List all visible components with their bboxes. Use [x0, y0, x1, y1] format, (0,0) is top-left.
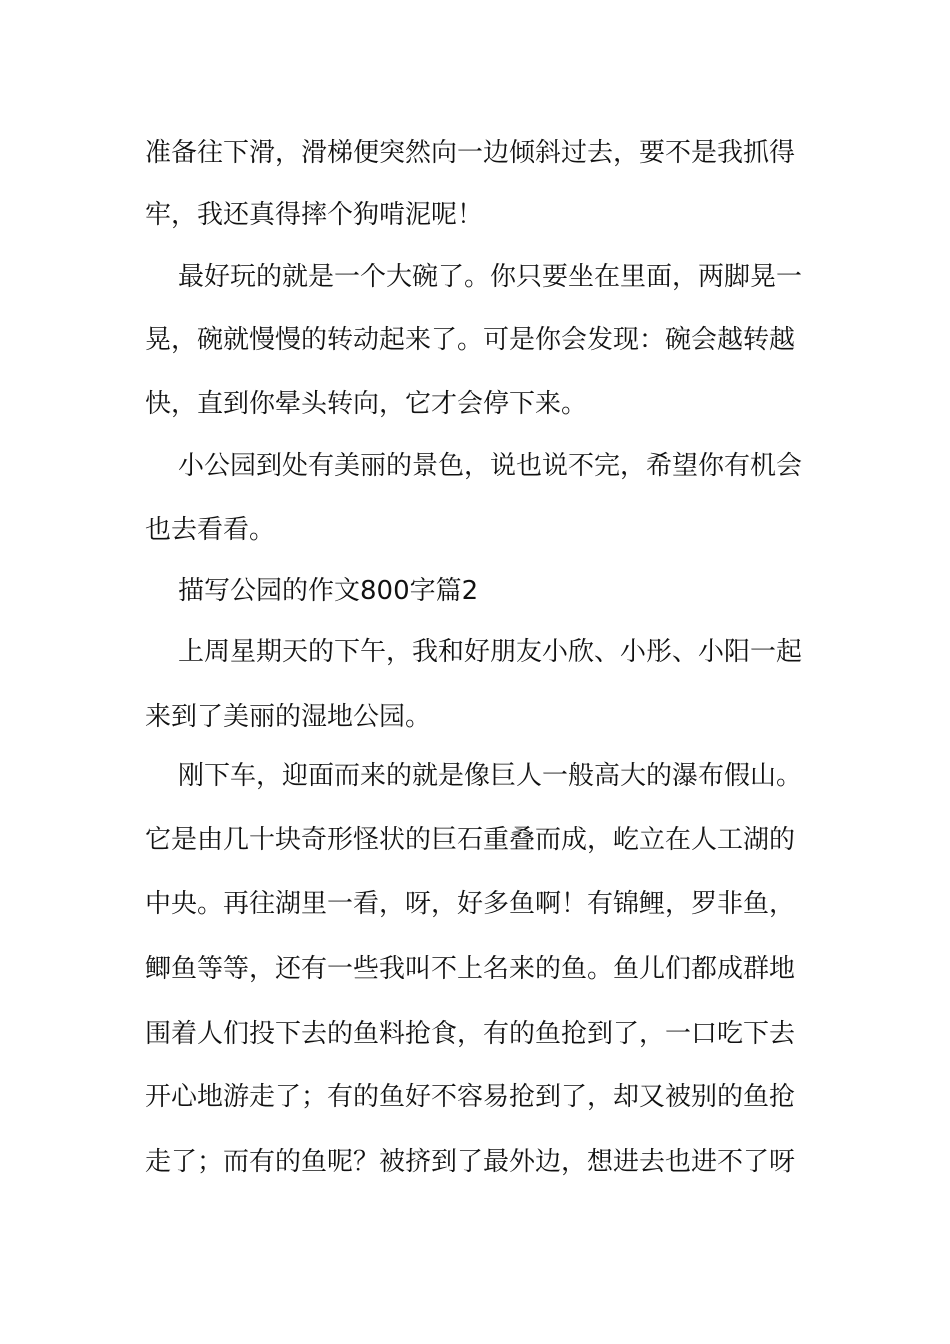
- section-heading: 描写公园的作文800字篇2: [178, 576, 479, 606]
- text-line: 它是由几十块奇形怪状的巨石重叠而成，屹立在人工湖的: [145, 825, 796, 855]
- text-line: 也去看看。: [145, 515, 276, 545]
- paragraph-start-line: 最好玩的就是一个大碗了。你只要坐在里面，两脚晃一: [178, 262, 803, 292]
- text-line: 鲫鱼等等，还有一些我叫不上名来的鱼。鱼儿们都成群地: [145, 954, 796, 984]
- text-line: 来到了美丽的湿地公园。: [145, 702, 432, 732]
- text-line: 晃，碗就慢慢的转动起来了。可是你会发现：碗会越转越: [145, 325, 796, 355]
- text-line: 中央。再往湖里一看，呀，好多鱼啊！有锦鲤，罗非鱼，: [145, 889, 796, 919]
- paragraph-start-line: 小公园到处有美丽的景色，说也说不完，希望你有机会: [178, 451, 803, 481]
- paragraph-start-line: 刚下车，迎面而来的就是像巨人一般高大的瀑布假山。: [178, 761, 803, 791]
- text-line: 开心地游走了；有的鱼好不容易抢到了，却又被别的鱼抢: [145, 1082, 796, 1112]
- paragraph-start-line: 上周星期天的下午，我和好朋友小欣、小彤、小阳一起: [178, 637, 803, 667]
- text-line: 围着人们投下去的鱼料抢食，有的鱼抢到了，一口吃下去: [145, 1019, 796, 1049]
- text-line: 走了；而有的鱼呢？被挤到了最外边，想进去也进不了呀: [145, 1147, 796, 1177]
- text-line: 快，直到你晕头转向，它才会停下来。: [145, 389, 588, 419]
- text-line: 牢，我还真得摔个狗啃泥呢！: [145, 200, 484, 230]
- text-line: 准备往下滑，滑梯便突然向一边倾斜过去，要不是我抓得: [145, 138, 796, 168]
